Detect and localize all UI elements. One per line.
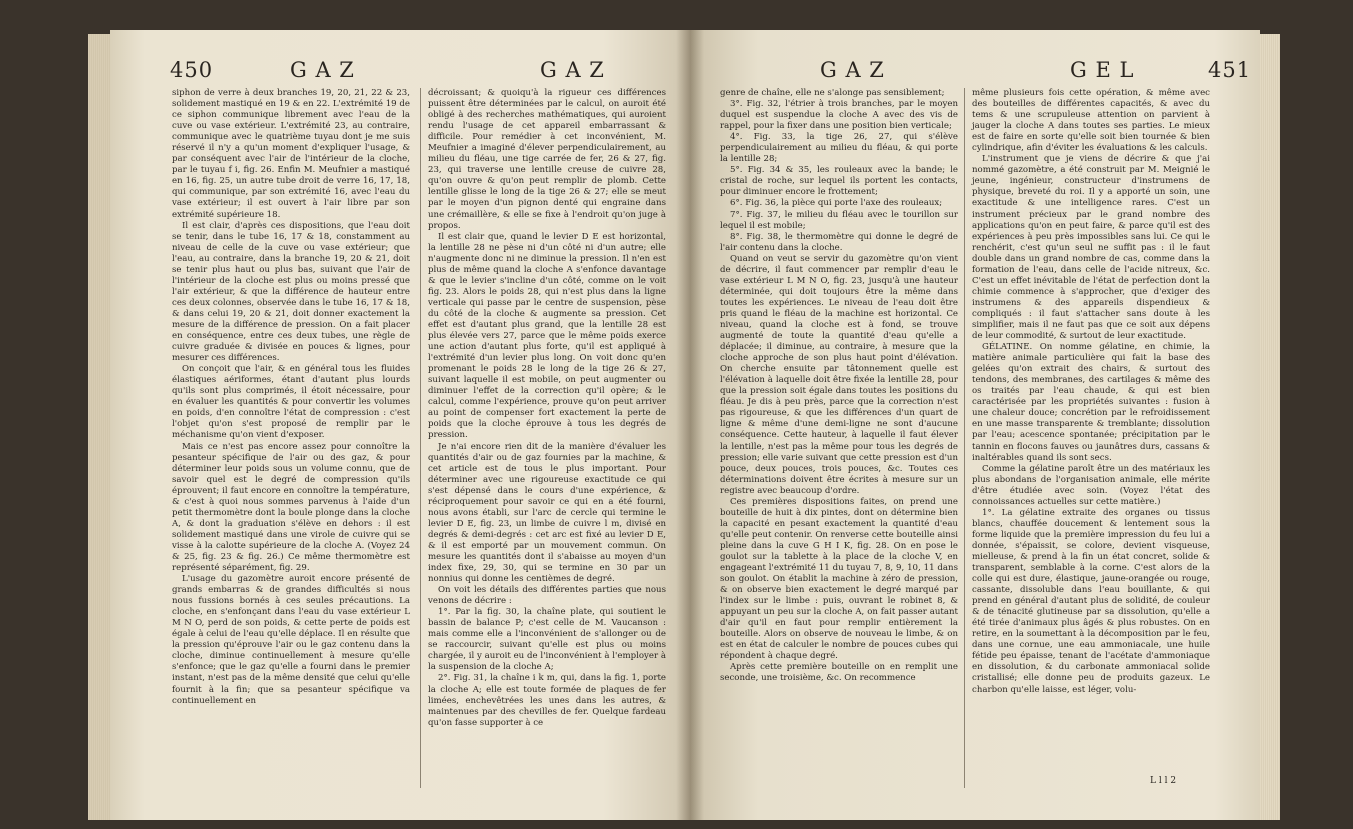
paragraph: 7°. Fig. 37, le milieu du fléau avec le tourillon sur lequel il est mobile; [720,209,958,231]
paragraph: 8°. Fig. 38, le thermomètre qui donne le degré de l'air contenu dans la cloche. [720,231,958,253]
right-column-b [972,88,1210,696]
book-gutter [676,30,704,820]
paragraph: Ces premières dispositions faites, on prend une bouteille de huit à dix pintes, dont on détermine bien la capacité en pesant exactement la quantité d'eau qu'elle peut contenir. On renverse cette bouteille ainsi pleine dans la cuve G H I K, fig. 28. On en pose le goulot sur la tablette à la place de la cloche V, en engageant l'extrémité 11 du tuyau 7, 8, 9, 10, 11 dans son goulot. On établit la machine à zéro de pression, & on observe bien exactement le degré marqué par l'index sur le limbe : puis, ouvrant le robinet 8, & appuyant un peu sur la cloche A, on fait passer autant d'air qu'il en faut pour remplir entièrement la bouteille. Alors on observe de nouveau le limbe, & on est en état de calculer le nombre de pouces cubes qui répondent à chaque degré. [720,496,958,662]
right-page-edges [1258,34,1280,820]
left-page [110,30,690,820]
paragraph: 5°. Fig. 34 & 35, les rouleaux avec la bande; le cristal de roche, sur lequel ils portent les contacts, pour diminuer encore le frottement; [720,165,958,198]
left-column-a [172,88,410,707]
paragraph: L'instrument que je viens de décrire & que j'ai nommé gazomètre, a été construit par M. Meignié le jeune, ingénieur, constructeur d'instrumens de physique, breveté du roi. Il y a apporté un soin, une exactitude & une intelligence rares. C'est un instrument précieux par le grand nombre des applications qu'on en peut faire, & parce qu'il est des expériences à peu près impossibles sans lui. Ce qui le renchérit, c'est qu'un seul ne suffit pas : il le faut double dans un grand nombre de cas, comme dans la formation de l'eau, dans celle de l'acide nitreux, &c. C'est un effet inévitable de l'état de perfection dont la chimie commence à s'approcher, que d'exiger des instrumens & des appareils dispendieux & compliqués : il faut s'attacher sans doute à les simplifier, mais il ne faut pas que ce soit aux dépens de leur commodité, & surtout de leur exactitude. [972,154,1210,342]
paragraph: Après cette première bouteille on en remplit une seconde, une troisième, &c. On recommence [720,662,958,684]
running-head-right-b: G E L [1070,58,1135,82]
right-column-a [720,88,958,685]
right-page [690,30,1260,820]
left-column-b [428,88,666,729]
paragraph: Il est clair, d'après ces dispositions, que l'eau doit se tenir, dans le tube 16, 17 & 18, constamment au niveau de celle de la cuve ou vase extérieur; que l'eau, au contraire, dans la branche 19, 20 & 21, doit se tenir plus haut ou plus bas, suivant que l'air de l'intérieur de la cloche est plus ou moins pressé que l'air extérieur, & que la différence de hauteur entre ces deux colonnes, observée dans le tube 16, 17 & 18, & dans celui 19, 20 & 21, doit donner exactement la mesure de la différence de pression. On a fait placer en conséquence, entre ces deux tubes, une règle de cuivre graduée & divisée en pouces & lignes, pour mesurer ces différences. [172,220,410,364]
page-number-left: 450 [170,58,214,82]
paragraph: 6°. Fig. 36, la pièce qui porte l'axe des rouleaux; [730,198,943,209]
running-head-right-a: G A Z [820,58,885,82]
paragraph: 4°. Fig. 33, la tige 26, 27, qui s'élève perpendiculairement au milieu du fléau, & qui porte la lentille 28; [720,132,958,165]
paragraph: Il est clair que, quand le levier D E est horizontal, la lentille 28 ne pèse ni d'un côté ni d'un autre; elle n'augmente donc ni ne diminue la pression. Il n'en est plus de même quand la cloche A s'enfonce davantage & que le levier s'incline d'un côté, comme on le voit fig. 23. Alors le poids 28, qui n'est plus dans la ligne verticale qui passe par le centre de suspension, pèse du côté de la cloche & augmente sa pression. Cet effet est d'autant plus grand, que la lentille 28 est plus élevée vers 27, parce que le même poids exerce une action d'autant plus forte, qu'il est appliqué à l'extrémité d'un levier plus long. On voit donc qu'en promenant le poids 28 le long de la tige 26 & 27, suivant laquelle il est mobile, on peut augmenter ou diminuer l'effet de la correction qu'il opère; & le calcul, comme l'expérience, prouve qu'on peut arriver au point de compenser fort exactement la perte de poids que la cloche éprouve à tous les degrés de pression. [428,231,666,441]
paragraph: Quand on veut se servir du gazomètre qu'on vient de décrire, il faut commencer par remplir d'eau le vase extérieur L M N O, fig. 23, jusqu'à une hauteur déterminée, qui doit toujours être la même dans toutes les expériences. Le niveau de l'eau doit être pris quand le fléau de la machine est horizontal. Ce niveau, quand la cloche est à fond, se trouve augmenté de toute la quantité d'eau qu'elle a déplacée; il diminue, au contraire, à mesure que la cloche approche de son plus haut point d'élévation. On cherche ensuite par tâtonnement quelle est l'élévation à laquelle doit être fixée la lentille 28, pour que la pression soit égale dans toutes les positions du fléau. Je dis à peu près, parce que la correction n'est pas rigoureuse, & que les différences d'un quart de ligne & même d'une demi-ligne ne sont d'aucune conséquence. Cette hauteur, à laquelle il faut élever la lentille, n'est pas la même pour tous les degrés de pression; elle varie suivant que cette pression est d'un pouce, deux pouces, trois pouces, &c. Toutes ces déterminations doivent être écrites à mesure sur un registre avec beaucoup d'ordre. [720,253,958,496]
running-head-left-a: G A Z [290,58,355,82]
paragraph: Je n'ai encore rien dit de la manière d'évaluer les quantités d'air ou de gaz fournies par la machine, & cet article est de tous le plus important. Pour déterminer avec une rigoureuse exactitude ce qui s'est dépensé dans le cours d'une expérience, & réciproquement pour savoir ce qui en a été fourni, nous avons établi, sur l'arc de cercle qui termine le levier D E, fig. 23, un limbe de cuivre l m, divisé en degrés & demi-degrés : cet arc est fixé au levier D E, & il est emporté par un mouvement commun. On mesure les quantités dont il s'abaisse au moyen d'un index fixe, 29, 30, qui se termine en 30 par un nonnius qui donne les centièmes de degré. [428,441,666,585]
column-rule [964,88,965,788]
paragraph: Comme la gélatine paroît être un des matériaux les plus abondans de l'organisation animale, elle mérite d'être étudiée avec soin. (Voyez l'état des connoissances actuelles sur cette matière.) [972,463,1210,507]
running-head-left-b: G A Z [540,58,605,82]
paragraph: On conçoit que l'air, & en général tous les fluides élastiques aériformes, étant d'autant plus lourds qu'ils sont plus comprimés, il étoit nécessaire, pour en évaluer les quantités & pour convertir les volumes en poids, d'en connoître l'état de compression : c'est l'objet qu'on s'est proposé de remplir par le méchanisme qu'on vient d'exposer. [172,364,410,441]
paragraph: siphon de verre à deux branches 19, 20, 21, 22 & 23, solidement mastiqué en 19 & en 22. L'extrémité 19 de ce siphon communique librement avec l'eau de la cuve ou vase extérieur. L'extrémité 23, au contraire, communique avec le quatrième tuyau dont je me suis réservé il n'y a qu'un moment d'expliquer l'usage, & par conséquent avec l'air de l'intérieur de la cloche, par le tuyau f i, fig. 26. Enfin M. Meufnier a mastiqué en 16, fig. 25, un autre tube droit de verre 16, 17, 18, qui communique, par son extrémité 16, avec l'eau du vase extérieur; il est ouvert à l'air libre par son extrémité supérieure 18. [172,88,410,220]
paragraph: On voit les détails des différentes parties que nous venons de décrire : [428,585,666,607]
paragraph: L'usage du gazomètre auroit encore présenté de grands embarras & de grandes difficultés si nous nous fussions bornés à ces seules précautions. La cloche, en s'enfonçant dans l'eau du vase extérieur L M N O, perd de son poids, & cette perte de poids est égale à celui de l'eau qu'elle déplace. Il en résulte que la pression qu'éprouve l'air ou le gaz contenu dans la cloche, diminue continuellement à mesure qu'elle s'enfonce; que le gaz qu'elle a fourni dans le premier instant, n'est pas de la même densité que celui qu'elle fournit à la fin; que sa pesanteur spécifique va continuellement en [172,574,410,706]
column-rule [420,88,421,788]
paragraph: 3°. Fig. 32, l'étrier à trois branches, par le moyen duquel est suspendue la cloche A avec des vis de rappel, pour la fixer dans une position bien verticale; [720,99,958,132]
paragraph: même plusieurs fois cette opération, & même avec des bouteilles de différentes capacités, & avec du tems & une scrupuleuse attention on parvient à jauger la cloche A dans toutes ses parties. Le mieux est de faire en sorte qu'elle soit bien tournée & bien cylindrique, afin d'éviter les évaluations & les calculs. [972,88,1210,154]
paragraph: genre de chaîne, elle ne s'alonge pas sensiblement; [720,88,945,98]
paragraph: 1°. Par la fig. 30, la chaîne plate, qui soutient le bassin de balance P; c'est celle de M. Vaucanson : mais comme elle a l'inconvénient de s'allonger ou de se raccourcir, suivant qu'elle est plus ou moins chargée, il y auroit eu de l'inconvénient à l'employer à la suspension de la cloche A; [428,607,666,673]
page-number-right: 451 [1208,58,1252,82]
paragraph: 1°. La gélatine extraite des organes ou tissus blancs, chauffée doucement & lentement sous la forme liquide que la première impression du feu lui a donnée, s'épaissit, se colore, devient visqueuse, mielleuse, & prend à la fin un état concret, solide & transparent, semblable à la corne. C'est alors de la colle qui est dure, élastique, jaune-orangée ou rouge, cassante, dissoluble dans l'eau bouillante, & qui prend en général d'autant plus de solidité, de couleur & de ténacité glutineuse par sa dissolution, qu'elle a été tirée d'animaux plus âgés & plus robustes. On en retire, en la soumettant à la décomposition par le feu, dans une cornue, une eau ammoniacale, une huile fétide peu épaisse, tenant de l'acétate d'ammoniaque en dissolution, & du carbonate ammoniacal solide cristallisé; elle donne peu de produits gazeux. Le charbon qu'elle laisse, est léger, volu- [972,507,1210,695]
paragraph: GÉLATINE. On nomme gélatine, en chimie, la matière animale particulière qui fait la base des gelées qu'on extrait des chairs, & surtout des tendons, des membranes, des cartilages & même des os traités par l'eau chaude, & qui est bien caractérisée par les propriétés suivantes : fusion à une chaleur douce; concrétion par le refroidissement en une masse transparente & tremblante; dissolution par l'eau; acescence spontanée; précipitation par le tannin en flocons fauves ou jaunâtres durs, cassans & inaltérables quand ils sont secs. [972,342,1210,463]
left-page-edges [88,34,112,820]
paragraph: décroissant; & quoiqu'à la rigueur ces différences puissent être déterminées par le calcul, on auroit été obligé à des recherches mathématiques, qui auroient rendu l'usage de cet appareil embarrassant & difficile. Pour remédier à cet inconvénient, M. Meufnier a imaginé d'élever perpendiculairement, au milieu du fléau, une tige carrée de fer, 26 & 27, fig. 23, qui traverse une lentille creuse de cuivre 28, qu'on ouvre & qu'on peut remplir de plomb. Cette lentille glisse le long de la tige 26 & 27; elle se meut par le moyen d'un pignon denté qui engraine dans une crémaillère, & elle se fixe à l'endroit qu'on juge à propos. [428,88,666,231]
signature-mark: L l l 2 [1150,776,1177,786]
paragraph: 2°. Fig. 31, la chaîne i k m, qui, dans la fig. 1, porte la cloche A; elle est toute formée de plaques de fer limées, enchevêtrées les unes dans les autres, & maintenues par des chevilles de fer. Quelque fardeau qu'on fasse supporter à ce [428,673,666,728]
paragraph: Mais ce n'est pas encore assez pour connoître la pesanteur spécifique de l'air ou des gaz, & pour déterminer leur poids sous un volume connu, que de savoir quel est le degré de compression qu'ils éprouvent; il faut encore en connoître la température, & c'est à quoi nous sommes parvenus à l'aide d'un petit thermomètre dont la boule plonge dans la cloche A, & dont la graduation s'élève en dehors : il est solidement mastiqué dans une virole de cuivre qui se visse à la calotte supérieure de la cloche A. (Voyez 24 & 25, fig. 23 & fig. 26.) Ce même thermomètre est représenté séparément, fig. 29. [172,441,410,574]
